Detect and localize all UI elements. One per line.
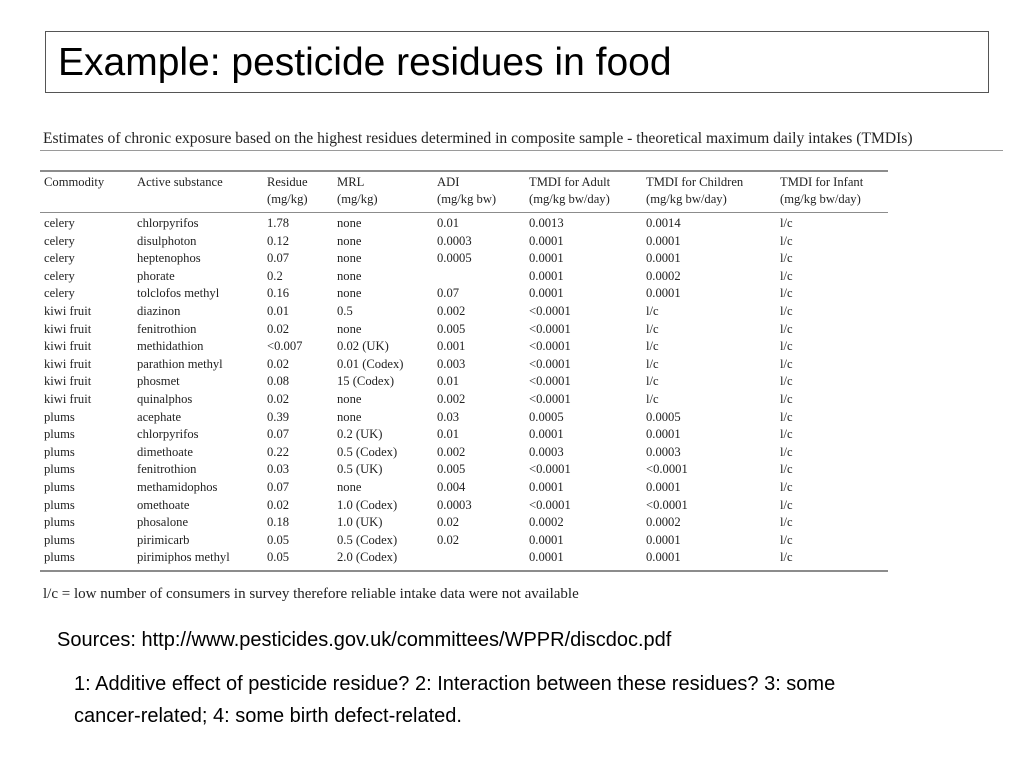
cell-active-substance: methidathion [137,339,204,354]
cell-residue: 0.07 [267,479,290,494]
cell-tmdi-children: l/c [646,303,659,318]
table-header-row [40,171,888,213]
cell-residue: 0.22 [267,444,290,459]
cell-active-substance: methamidophos [137,479,218,494]
cell-tmdi-children: 0.0001 [646,532,681,547]
cell-tmdi-adult: 0.0001 [529,427,564,442]
cell-tmdi-infant: l/c [780,233,793,248]
cell-commodity: plums [44,479,75,494]
cell-adi: 0.03 [437,409,460,424]
table-row [40,444,888,462]
cell-adi: 0.005 [437,462,466,477]
table-row [40,250,888,268]
cell-residue: 0.02 [267,356,290,371]
cell-residue: 0.02 [267,497,290,512]
table-caption: Estimates of chronic exposure based on the highest residues determined in composite sample - theoretical maximum daily intakes (TMDIs) [43,130,913,147]
cell-adi: 0.0005 [437,251,472,266]
cell-commodity: celery [44,251,75,266]
cell-adi: 0.002 [437,391,466,406]
cell-tmdi-children: l/c [646,356,659,371]
cell-active-substance: acephate [137,409,182,424]
cell-active-substance: omethoate [137,497,190,512]
cell-active-substance: quinalphos [137,391,193,406]
cell-residue: 0.12 [267,233,290,248]
table-row [40,532,888,550]
cell-adi: 0.002 [437,303,466,318]
cell-tmdi-adult: 0.0001 [529,479,564,494]
cell-active-substance: chlorpyrifos [137,427,199,442]
table-row [40,356,888,374]
cell-residue: 0.02 [267,321,290,336]
cell-active-substance: diazinon [137,303,181,318]
cell-active-substance: disulphoton [137,233,197,248]
table-row [40,213,888,233]
cell-tmdi-children: l/c [646,321,659,336]
cell-tmdi-infant: l/c [780,216,793,230]
cell-commodity: plums [44,515,75,530]
cell-mrl: none [337,251,362,266]
cell-active-substance: fenitrothion [137,462,197,477]
table-row [40,268,888,286]
cell-adi: 0.005 [437,321,466,336]
cell-active-substance: pirimiphos methyl [133,549,263,571]
cell-residue: 0.01 [267,303,290,318]
table-row [40,409,888,427]
cell-active-substance: phosalone [137,515,189,530]
cell-adi: 0.02 [437,515,460,530]
cell-residue: 0.2 [267,268,283,283]
cell-tmdi-children: 0.0001 [646,479,681,494]
cell-mrl: 0.01 (Codex) [337,356,404,371]
cell-tmdi-infant: l/c [780,356,793,371]
cell-mrl: 0.5 (UK) [337,462,383,477]
cell-commodity: kiwi fruit [44,321,92,336]
cell-tmdi-children: 0.0014 [646,216,681,230]
col-header-tmdi-children: TMDI for Children (mg/kg bw/day) [642,171,776,213]
cell-tmdi-adult: 0.0003 [529,444,564,459]
col-header-tmdi-adult: TMDI for Adult (mg/kg bw/day) [525,171,642,213]
table-footnote: l/c = low number of consumers in survey therefore reliable intake data were not available [43,586,579,602]
cell-commodity: plums [44,497,75,512]
cell-tmdi-adult: <0.0001 [529,303,571,318]
table-row [40,479,888,497]
cell-tmdi-infant: l/c [780,515,793,530]
cell-residue: 0.05 [263,549,333,571]
cell-adi: 0.004 [437,479,466,494]
cell-commodity: plums [40,549,133,571]
cell-commodity: plums [44,409,75,424]
cell-commodity: celery [44,268,75,283]
cell-mrl: 0.5 [337,303,353,318]
cell-mrl: none [337,391,362,406]
cell-mrl: none [337,233,362,248]
table-body [40,213,888,571]
cell-tmdi-adult: 0.0005 [529,409,564,424]
cell-tmdi-children: 0.0002 [646,515,681,530]
cell-mrl: none [337,286,362,301]
cell-tmdi-infant: l/c [780,409,793,424]
cell-residue: 0.39 [267,409,290,424]
cell-adi: 0.003 [437,356,466,371]
slide-title-box [45,31,989,93]
col-header-residue: Residue (mg/kg) [263,171,333,213]
cell-adi: 0.0003 [437,233,472,248]
cell-tmdi-infant: l/c [780,391,793,406]
cell-adi: 0.0003 [437,497,472,512]
cell-mrl: 0.2 (UK) [337,427,383,442]
col-header-tmdi-infant: TMDI for Infant (mg/kg bw/day) [776,171,888,213]
cell-mrl: 1.0 (UK) [337,515,383,530]
cell-active-substance: dimethoate [137,444,193,459]
cell-tmdi-children: 0.0001 [646,286,681,301]
cell-tmdi-adult: <0.0001 [529,374,571,389]
table-row [40,338,888,356]
cell-adi: 0.01 [437,374,460,389]
table-row [40,497,888,515]
cell-active-substance: phorate [137,268,175,283]
table-row [40,391,888,409]
sources-line: Sources: http://www.pesticides.gov.uk/committees/WPPR/discdoc.pdf [57,629,672,651]
cell-tmdi-adult: 0.0001 [525,549,642,571]
table-row [40,373,888,391]
cell-residue: <0.007 [267,339,303,354]
cell-tmdi-infant: l/c [780,497,793,512]
cell-mrl: 15 (Codex) [337,374,395,389]
cell-tmdi-children: l/c [646,374,659,389]
cell-tmdi-children: 0.0001 [642,549,776,571]
cell-active-substance: chlorpyrifos [137,216,199,230]
col-header-mrl: MRL (mg/kg) [333,171,433,213]
cell-mrl: 0.5 (Codex) [337,444,398,459]
cell-tmdi-adult: <0.0001 [529,356,571,371]
cell-mrl: 1.0 (Codex) [337,497,398,512]
cell-tmdi-infant: l/c [780,268,793,283]
cell-tmdi-children: l/c [646,391,659,406]
cell-tmdi-adult: 0.0001 [529,286,564,301]
cell-mrl: none [337,409,362,424]
cell-tmdi-children: 0.0001 [646,233,681,248]
cell-active-substance: heptenophos [137,251,201,266]
cell-active-substance: fenitrothion [137,321,197,336]
cell-mrl: none [337,479,362,494]
cell-active-substance: phosmet [137,374,180,389]
table-row [40,233,888,251]
cell-tmdi-infant: l/c [780,286,793,301]
col-header-active-substance: Active substance [133,171,263,213]
cell-adi: 0.07 [437,286,460,301]
table-row [40,461,888,479]
col-header-adi: ADI (mg/kg bw) [433,171,525,213]
cell-tmdi-infant: l/c [780,339,793,354]
cell-commodity: celery [44,286,75,301]
cell-tmdi-infant: l/c [780,479,793,494]
cell-residue: 0.08 [267,374,290,389]
pesticide-residue-table [40,170,888,572]
cell-mrl: 0.5 (Codex) [337,532,398,547]
cell-tmdi-children: 0.0001 [646,427,681,442]
cell-tmdi-adult: 0.0001 [529,532,564,547]
cell-tmdi-infant: l/c [780,374,793,389]
cell-residue: 0.05 [267,532,290,547]
cell-adi [433,268,525,286]
cell-mrl: 2.0 (Codex) [333,549,433,571]
cell-commodity: kiwi fruit [44,339,92,354]
cell-commodity: kiwi fruit [44,391,92,406]
caption-divider [40,150,1003,151]
cell-tmdi-adult: 0.0013 [529,216,564,230]
table-row [40,285,888,303]
cell-tmdi-infant: l/c [780,532,793,547]
table-row [40,514,888,532]
table-row [40,549,888,571]
cell-tmdi-adult: <0.0001 [529,462,571,477]
cell-adi: 0.002 [437,444,466,459]
cell-tmdi-infant: l/c [780,462,793,477]
cell-tmdi-children: 0.0005 [646,409,681,424]
cell-tmdi-children: <0.0001 [646,462,688,477]
discussion-note: 1: Additive effect of pesticide residue? 2: Interaction between these residues? 3: some cancer-related; 4: some birth defect-related. [74,673,836,727]
cell-tmdi-adult: <0.0001 [529,321,571,336]
cell-tmdi-infant: l/c [780,321,793,336]
cell-residue: 0.03 [267,462,290,477]
cell-tmdi-infant: l/c [780,444,793,459]
cell-tmdi-children: <0.0001 [646,497,688,512]
cell-tmdi-infant: l/c [780,251,793,266]
cell-tmdi-adult: 0.0001 [529,251,564,266]
cell-residue: 0.18 [267,515,290,530]
cell-adi: 0.01 [437,216,460,230]
cell-residue: 0.07 [267,427,290,442]
cell-tmdi-children: 0.0003 [646,444,681,459]
cell-commodity: plums [44,532,75,547]
cell-tmdi-adult: 0.0001 [529,233,564,248]
cell-commodity: plums [44,444,75,459]
cell-tmdi-infant: l/c [776,549,888,571]
cell-commodity: plums [44,462,75,477]
cell-mrl: 0.02 (UK) [337,339,389,354]
cell-tmdi-infant: l/c [780,427,793,442]
cell-commodity: plums [44,427,75,442]
cell-adi [433,549,525,571]
cell-tmdi-adult: <0.0001 [529,497,571,512]
cell-residue: 0.02 [267,391,290,406]
cell-commodity: kiwi fruit [44,303,92,318]
cell-tmdi-children: 0.0002 [646,268,681,283]
cell-residue: 1.78 [267,216,290,230]
cell-active-substance: tolclofos methyl [137,286,220,301]
cell-tmdi-children: l/c [646,339,659,354]
cell-commodity: celery [44,216,75,230]
cell-adi: 0.01 [437,427,460,442]
cell-mrl: none [337,216,362,230]
table-row [40,321,888,339]
cell-adi: 0.001 [437,339,466,354]
cell-mrl: none [337,321,362,336]
cell-tmdi-children: 0.0001 [646,251,681,266]
cell-tmdi-adult: <0.0001 [529,339,571,354]
slide-title: Example: pesticide residues in food [58,41,672,84]
cell-mrl: none [337,268,362,283]
cell-tmdi-adult: 0.0002 [529,515,564,530]
cell-residue: 0.07 [267,251,290,266]
cell-active-substance: pirimicarb [137,532,190,547]
cell-residue: 0.16 [267,286,290,301]
cell-adi: 0.02 [437,532,460,547]
cell-active-substance: parathion methyl [137,356,223,371]
table-row [40,303,888,321]
cell-tmdi-infant: l/c [780,303,793,318]
cell-tmdi-adult: <0.0001 [529,391,571,406]
cell-commodity: celery [44,233,75,248]
table-row [40,426,888,444]
cell-commodity: kiwi fruit [44,356,92,371]
col-header-commodity: Commodity [40,171,133,213]
cell-tmdi-adult: 0.0001 [529,268,564,283]
cell-commodity: kiwi fruit [44,374,92,389]
